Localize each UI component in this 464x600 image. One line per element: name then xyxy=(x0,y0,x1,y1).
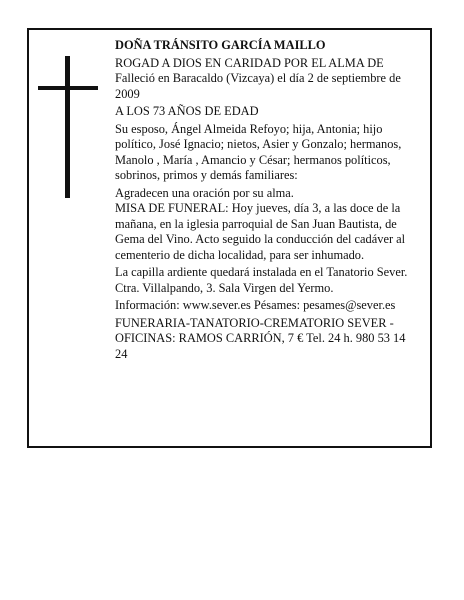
family-list: Su esposo, Ángel Almeida Refoyo; hija, Antonia; hijo político, José Ignacio; nietos, Asier y Gonzalo; hermanos, Manolo , María , Amancio y César; hermanos políticos, sobrinos, primos y demás familiares: xyxy=(115,121,402,182)
death-details: Falleció en Baracaldo (Vizcaya) el día 2 de septiembre de 2009 xyxy=(115,71,401,101)
funeral-home-info: FUNERARIA-TANATORIO-CREMATORIO SEVER - OFICINAS: RAMOS CARRIÓN, 7 € Tel. 24 h. 980 53 14 24 xyxy=(115,315,406,361)
chapel-info: La capilla ardiente quedará instalada en el Tanatorio Sever. Ctra. Villalpando, 3. Sala Virgen del Yermo. xyxy=(115,265,408,295)
prayer-line: ROGAD A DIOS EN CARIDAD POR EL ALMA DE xyxy=(115,55,384,70)
cross-vertical-bar xyxy=(65,56,70,198)
deceased-name: DOÑA TRÁNSITO GARCÍA MAILLO xyxy=(115,38,326,52)
cross-horizontal-bar xyxy=(38,86,98,90)
cross-icon xyxy=(38,56,98,198)
funeral-mass: MISA DE FUNERAL: Hoy jueves, día 3, a las doce de la mañana, en la iglesia parroquial de San Juan Bautista, de Gema del Vino. Acto seguido la conducción del cadáver al cementerio de dicha localidad, para ser inhumado. xyxy=(115,201,406,262)
contact-info: Información: www.sever.es Pésames: pesames@sever.es xyxy=(115,298,396,312)
thanks-line: Agradecen una oración por su alma. xyxy=(115,185,294,200)
age-line: A LOS 73 AÑOS DE EDAD xyxy=(115,104,259,118)
obituary-text xyxy=(115,38,420,362)
